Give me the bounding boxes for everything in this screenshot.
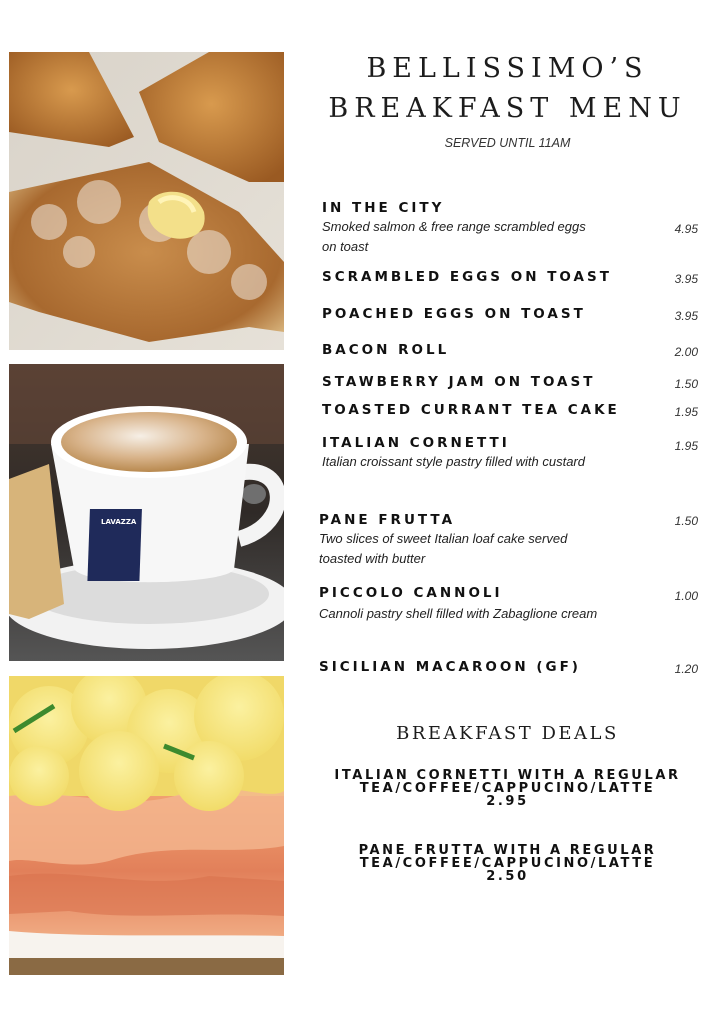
item-price: 3.95 (674, 272, 698, 286)
item-price: 3.95 (674, 309, 698, 323)
item-name: PICCOLO CANNOLI (319, 585, 503, 601)
item-description: Two slices of sweet Italian loaf cake served toasted with butter (319, 531, 568, 566)
item-name: BACON ROLL (322, 342, 450, 358)
item-description: Cannoli pastry shell filled with Zabaglione cream (319, 606, 598, 621)
deal-line2: TEA/COFFEE/CAPPUCINO/LATTE (359, 781, 656, 796)
menu-item (322, 306, 698, 322)
cornetti-photo (9, 52, 284, 350)
menu-item (322, 374, 698, 390)
menu-item (322, 269, 698, 285)
item-name: ITALIAN CORNETTI (322, 435, 510, 451)
menu-item (322, 342, 698, 358)
served-until-subtitle: SERVED UNTIL 11AM (444, 136, 571, 150)
deal-item (300, 844, 715, 883)
deal-line1: ITALIAN CORNETTI WITH A REGULAR (334, 768, 681, 783)
menu-item (322, 200, 698, 257)
menu-title-line1: BELLISSIMO’S (366, 53, 649, 84)
item-name: TOASTED CURRANT TEA CAKE (322, 402, 620, 418)
item-description: Smoked salmon & free range scrambled eggs on toast (322, 219, 586, 254)
deal-price: 2.50 (486, 869, 529, 884)
item-price: 1.50 (674, 377, 698, 391)
menu-item (322, 435, 698, 472)
deal-price: 2.95 (486, 794, 529, 809)
item-description: Italian croissant style pastry filled with custard (322, 454, 585, 469)
item-name: SCRAMBLED EGGS ON TOAST (322, 269, 612, 285)
item-price: 1.50 (674, 514, 698, 528)
menu-item (319, 585, 698, 624)
salmon-eggs-photo (9, 676, 284, 975)
menu-item (319, 659, 698, 675)
item-name: STAWBERRY JAM ON TOAST (322, 374, 596, 390)
lavazza-logo: LAVAZZA (101, 518, 137, 526)
menu-item (322, 402, 698, 418)
item-price: 1.95 (674, 439, 698, 453)
item-name: PANE FRUTTA (319, 512, 456, 528)
breakfast-deals-heading: BREAKFAST DEALS (396, 723, 619, 744)
menu-title-line2: BREAKFAST MENU (328, 93, 687, 124)
item-price: 1.00 (674, 589, 698, 603)
item-name: POACHED EGGS ON TOAST (322, 306, 586, 322)
item-price: 4.95 (674, 222, 698, 236)
menu-item (319, 512, 698, 569)
item-price: 1.95 (674, 405, 698, 419)
item-name: IN THE CITY (322, 200, 445, 216)
cappuccino-photo (9, 364, 284, 661)
deal-line1: PANE FRUTTA WITH A REGULAR (358, 843, 657, 858)
item-price: 2.00 (674, 345, 698, 359)
deal-line2: TEA/COFFEE/CAPPUCINO/LATTE (359, 856, 656, 871)
item-name: SICILIAN MACAROON (GF) (319, 659, 581, 675)
item-price: 1.20 (674, 662, 698, 676)
deal-item (300, 769, 715, 808)
